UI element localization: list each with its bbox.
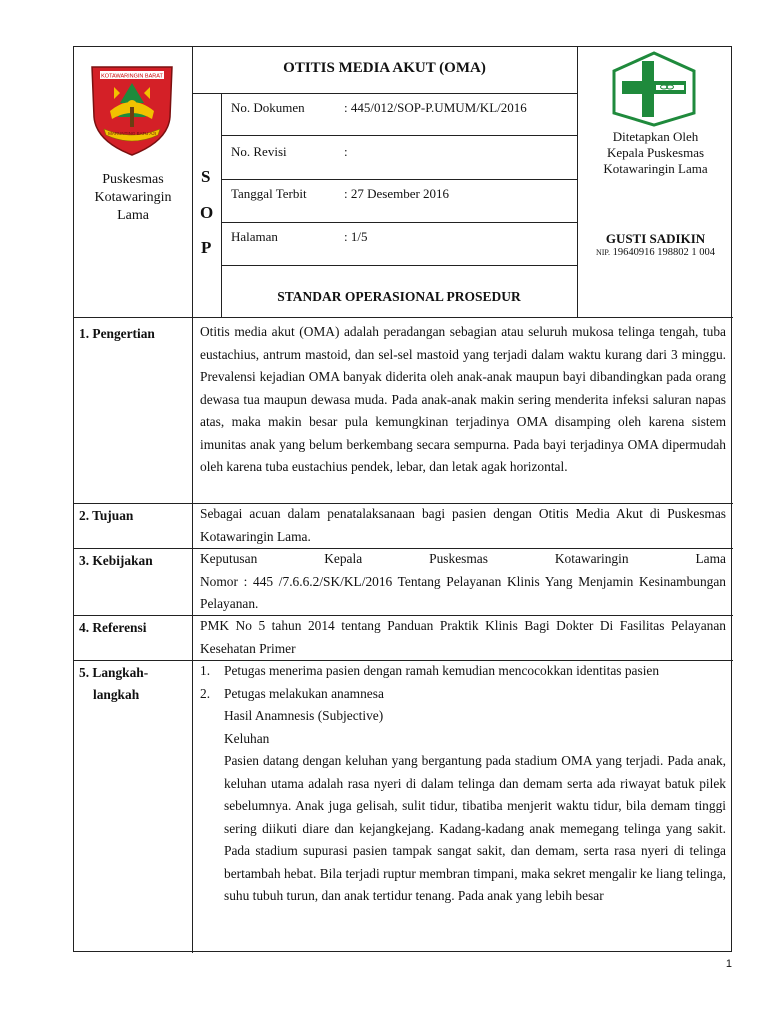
section-text-kebijakan bbox=[200, 548, 726, 616]
section-text-pengertian: Otitis media akut (OMA) adalah peradangan sebagian atau seluruh mukosa telinga tengah, tuba eustachius, antrum mastoid, dan sel-sel mastoid yang terjadi dalam waktu kurang dari 3 minggu. Prevalensi kejadian OMA banyak diderita oleh anak-anak maupun bayi dibandingkan pada orang dewasa tua maupun dewasa muda. Pada anak-anak makin sering menderita infeksi saluran napas atas, maka makin besar pula kemungkinan terjadinya OMA disamping oleh karena sistem imunitas anak yang belum berkembang secara sempurna. Pada bayi terjadinya OMA dipermudah oleh karena tuba eustachius pendek, lebar, dan letak agak horizontal. bbox=[200, 324, 726, 474]
org-name: Puskesmas Kotawaringin Lama bbox=[94, 172, 172, 223]
section-text-referensi: PMK No 5 tahun 2014 tentang Panduan Praktik Klinis Bagi Dokter Di Fasilitas Pelayanan Kesehatan Primer bbox=[200, 618, 726, 656]
kebijakan-first-line: Keputusan Kepala Puskesmas Kotawaringin Lama bbox=[200, 551, 726, 566]
approval-line-3: Kotawaringin Lama bbox=[603, 161, 708, 176]
step-2: 2. Petugas melakukan anamnesa bbox=[200, 685, 384, 701]
doc-row-value-tanggal: : 27 Desember 2016 bbox=[344, 186, 450, 201]
kotawaringin-barat-emblem bbox=[84, 59, 180, 159]
step-2-keluhan: Keluhan bbox=[224, 730, 270, 746]
step-2-paragraph: Pasien datang dengan keluhan yang bergantung pada stadium OMA yang terjadi. Pada anak, keluhan utama adalah rasa nyeri di dalam telinga dan demam serta ada riwayat batuk pilek sebelumnya. Anak juga gelisah, sulit tidur, tibatiba menjerit waktu tidur, bila demam tinggi sering diikuti diare dan kejangkejang. Kadang-kadang anak memegang telinga yang sakit. Pada stadium supurasi pasien tampak sangat sakit, dan demam, serta rasa nyeri di telinga bertambah hebat. Bila terjadi ruptur membran timpani, maka sekret mengalir ke liang telinga, suhu tubuh turun, dan anak tertidur tenang. Pada anak yang lebih besar bbox=[224, 753, 726, 903]
section-label-referensi: 4. Referensi bbox=[79, 620, 147, 635]
doc-row-value-halaman: : 1/5 bbox=[344, 229, 368, 244]
sop-subtitle: STANDAR OPERASIONAL PROSEDUR bbox=[277, 289, 521, 304]
doc-row-label-revisi: No. Revisi bbox=[231, 144, 287, 159]
section-label-tujuan: 2. Tujuan bbox=[79, 508, 134, 523]
step-1: 1. Petugas menerima pasien dengan ramah kemudian mencocokkan identitas pasien bbox=[200, 663, 660, 678]
doc-row-value-nomor: : 445/012/SOP-P.UMUM/KL/2016 bbox=[344, 100, 527, 115]
puskesmas-logo bbox=[604, 51, 704, 127]
approval-block bbox=[578, 129, 733, 177]
nip-label: NIP. bbox=[595, 248, 610, 257]
section-text-tujuan: Sebagai acuan dalam penatalaksanaan bagi pasien dengan Otitis Media Akut di Puskesmas Kotawaringin Lama. bbox=[200, 506, 726, 544]
sop-letter-p: P bbox=[201, 238, 212, 257]
approval-line-2: Kepala Puskesmas bbox=[606, 145, 705, 160]
nip-value: 19640916 198802 1 004 bbox=[612, 247, 715, 258]
doc-row-label-tanggal: Tanggal Terbit bbox=[231, 186, 307, 201]
approval-line-1: Ditetapkan Oleh bbox=[612, 129, 699, 144]
doc-row-label-nomor: No. Dokumen bbox=[231, 100, 305, 115]
section-label-langkah: 5. Langkah- langkah bbox=[79, 665, 149, 702]
section-label-pengertian: 1. Pengertian bbox=[79, 326, 155, 341]
doc-row-label-halaman: Halaman bbox=[231, 229, 278, 244]
signer-name: GUSTI SADIKIN bbox=[605, 231, 706, 246]
doc-row-value-revisi: : bbox=[344, 144, 348, 159]
sop-letter-s: S bbox=[201, 167, 211, 186]
step-2-subheading: Hasil Anamnesis (Subjective) bbox=[224, 708, 384, 723]
emblem-banner-text: KOTAWARINGIN BARAT bbox=[101, 73, 163, 80]
kebijakan-rest: Nomor : 445 /7.6.6.2/SK/KL/2016 Tentang Pelayanan Klinis Yang Menjamin Kesinambungan Pelayanan. bbox=[200, 573, 726, 611]
section-text-langkah bbox=[200, 660, 726, 908]
signer-nip bbox=[578, 247, 733, 258]
sop-document bbox=[73, 46, 732, 952]
page-title: OTITIS MEDIA AKUT (OMA) bbox=[283, 60, 486, 76]
section-label-kebijakan: 3. Kebijakan bbox=[79, 553, 153, 568]
emblem-ribbon-text: MARUNTING BATU AJI bbox=[108, 131, 156, 136]
page-number: 1 bbox=[725, 958, 732, 970]
sop-letter-o: O bbox=[200, 203, 214, 222]
